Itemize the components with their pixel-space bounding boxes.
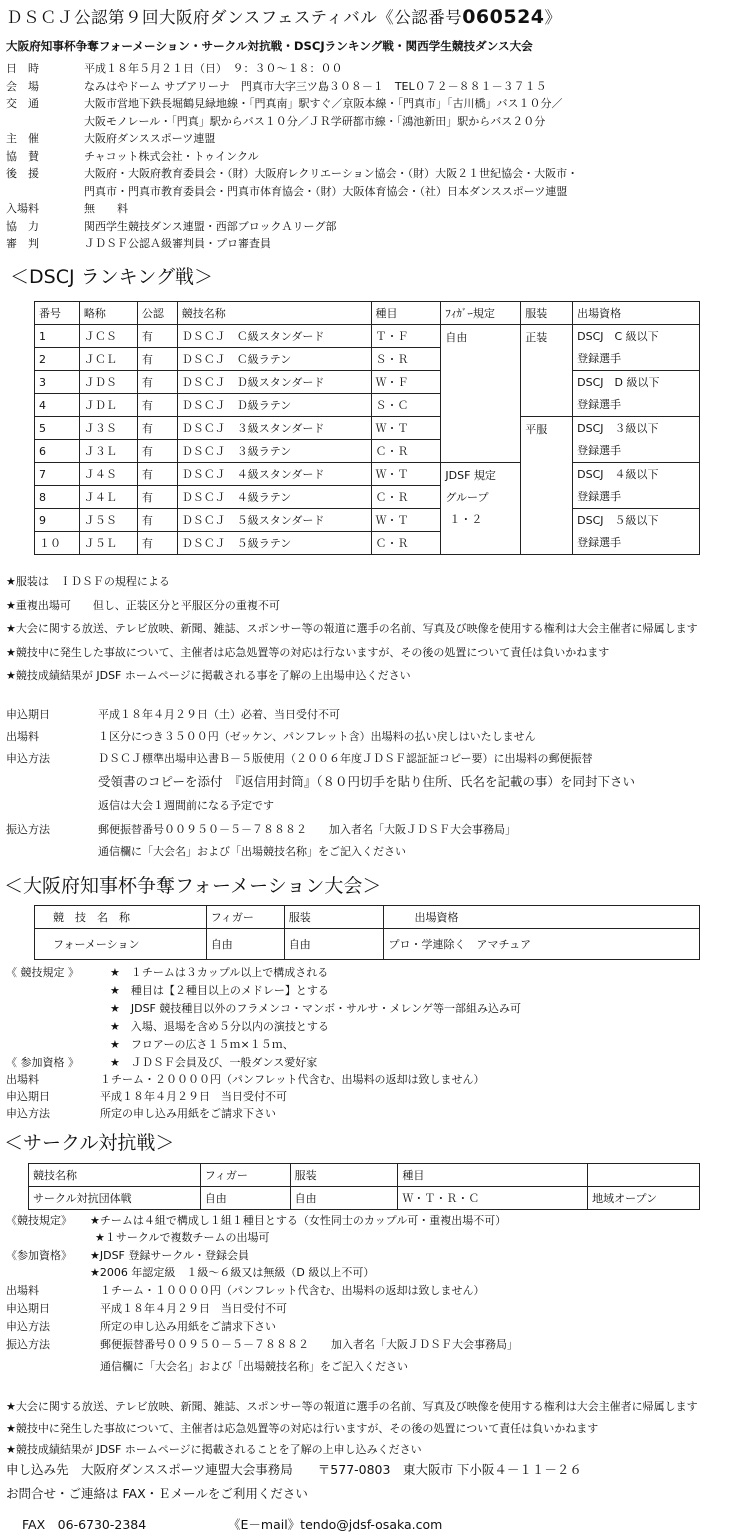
formation-table: [34, 905, 700, 960]
ranking-header-cell: 種目: [371, 302, 441, 325]
ranking-cell-no: 3: [35, 371, 80, 394]
ranking-cell-auth: 有: [137, 394, 177, 417]
qual-line: DSCJ ３級以下: [577, 421, 659, 435]
ranking-header-cell: 公認: [137, 302, 177, 325]
ranking-cell-no: 2: [35, 348, 80, 371]
ranking-cell-auth: 有: [137, 325, 177, 348]
info-label: 協 力: [6, 219, 39, 233]
circle-heading: ＜サークル対抗戦＞: [4, 1132, 175, 1154]
apply-value: 平成１８年４月２９日（土）必着、当日受付不可: [98, 708, 340, 721]
info-value: チャコット株式会社・トゥインクル: [84, 149, 259, 163]
subtitle: 大阪府知事杯争奪フォーメーション・サークル対抗戦・DSCJランキング戦・関西学生競技ダンス大会: [6, 39, 533, 53]
info-value: 大阪市営地下鉄長堀鶴見緑地線・「門真南」駅すぐ／京阪本線・「門真市」「古川橋」バス１０分／: [84, 97, 563, 110]
ranking-cell-no: 1: [35, 325, 80, 348]
ranking-qual: [573, 325, 700, 371]
ranking-cell-no: 8: [35, 486, 80, 509]
ranking-cell-auth: 有: [137, 532, 177, 555]
info-label: 入場料: [6, 202, 39, 215]
info-value: 大阪府ダンススポーツ連盟: [84, 132, 216, 145]
contact-inquiry: お問合せ・ご連絡は FAX・Ｅメールをご利用ください: [6, 1486, 308, 1501]
note-line: ★競技中に発生した事故について、主催者は応急処置等の対応は行いますが、その後の処置について責任は負いかねます: [6, 1421, 599, 1435]
formation-fee: １チーム・２００００円（パンフレット代含む、出場料の返却は致しません）: [100, 1073, 485, 1086]
ranking-cell-no: 7: [35, 463, 80, 486]
formation-cell-qual: プロ・学連除く アマチュア: [384, 929, 700, 960]
info-value: ＪＤＳＦ公認Ａ級審判員・プロ審査員: [84, 237, 271, 250]
ranking-cell-abbr: ＪＣＳ: [79, 325, 137, 348]
circle-method-label: 申込方法: [6, 1320, 50, 1333]
circle-qual: ★2006 年認定級 １級～６級又は無級（D 級以上不可）: [90, 1266, 375, 1279]
note-line: ★服装は ＩＤＳＦの規程による: [6, 575, 170, 588]
apply-label: 出場料: [6, 730, 39, 743]
ranking-cell-name: ＤＳＣＪ ４級ラテン: [177, 486, 371, 509]
ranking-cell-event: Ｔ・Ｆ: [371, 325, 441, 348]
contact-fax: FAX 06-6730-2384: [22, 1517, 147, 1532]
ranking-cell-no: １０: [35, 532, 80, 555]
info-value: なみはやドーム サブアリーナ 門真市大字三ツ島３０８－１ TEL０７２－８８１－３７１５: [84, 79, 547, 93]
circle-cell-region: 地域オープン: [588, 1187, 700, 1210]
ranking-cell-auth: 有: [137, 348, 177, 371]
ranking-cell-no: 9: [35, 509, 80, 532]
ranking-header-cell: 競技名称: [177, 302, 371, 325]
circle-cell-name: サークル対抗団体戦: [29, 1187, 201, 1210]
ranking-cell-auth: 有: [137, 486, 177, 509]
formation-header-name: 競 技 名 称: [35, 906, 207, 929]
info-label: 主 催: [6, 132, 39, 145]
ranking-header-cell: 番号: [35, 302, 80, 325]
circle-header-name: 競技名称: [29, 1164, 201, 1187]
formation-rules-label: 《 競技規定 》: [6, 966, 79, 979]
ranking-table: [34, 301, 700, 555]
circle-transfer-label: 振込方法: [6, 1338, 50, 1351]
ranking-header-cell: ﾌｨｶﾞｰ規定: [441, 302, 521, 325]
formation-fee-label: 出場料: [6, 1073, 39, 1086]
formation-cell-name: フォーメーション: [35, 929, 207, 960]
ranking-cell-name: ＤＳＣＪ Ｃ級スタンダード: [177, 325, 371, 348]
ranking-cell-name: ＤＳＣＪ ３級スタンダード: [177, 417, 371, 440]
ranking-cell-no: 4: [35, 394, 80, 417]
circle-transfer2: 通信欄に「大会名」および「出場競技名称」をご記入ください: [100, 1360, 408, 1373]
ranking-cell-name: ＤＳＣＪ Ｃ級ラテン: [177, 348, 371, 371]
formation-heading: ＜大阪府知事杯争奪フォーメーション大会＞: [4, 875, 382, 897]
qual-line: DSCJ C 級以下: [577, 329, 659, 343]
ranking-cell-auth: 有: [137, 509, 177, 532]
circle-header-figure: フィガー: [200, 1164, 290, 1187]
ranking-header-row: [35, 302, 700, 325]
ranking-row: [35, 463, 700, 486]
note-line: ★重複出場可 但し、正装区分と平服区分の重複不可: [6, 598, 280, 612]
ranking-qual: [573, 463, 700, 509]
circle-qual: ★JDSF 登録サークル・登録会員: [90, 1249, 250, 1262]
contact-dest: 申し込み先 大阪府ダンススポーツ連盟大会事務局 〒577-0803 東大阪市 下小阪４－１１－２６: [6, 1462, 582, 1477]
formation-rule: ★ フロアーの広さ１５ｍ×１５ｍ、: [110, 1038, 294, 1051]
circle-header-row: [29, 1164, 700, 1187]
ranking-row: [35, 417, 700, 440]
qual-line: 登録選手: [577, 351, 622, 365]
info-label: 協 賛: [6, 149, 39, 163]
ranking-header-cell: 服装: [521, 302, 573, 325]
info-value: 大阪府・大阪府教育委員会・（財）大阪府レクリエーション協会・（財）大阪２１世紀協会・大阪市・: [84, 167, 579, 180]
ranking-cell-abbr: ＪＣＬ: [79, 348, 137, 371]
qual-line: 登録選手: [577, 535, 622, 549]
ranking-cell-name: ＤＳＣＪ Ｄ級スタンダード: [177, 371, 371, 394]
info-value: 平成１８年５月２１日（日） ９：３０～１８：００: [84, 62, 343, 75]
note-line: ★大会に関する放送、テレビ放映、新聞、雑誌、スポンサー等の報道に選手の名前、写真及び映像を使用する権利は大会主催者に帰属します: [6, 1400, 698, 1413]
ranking-heading: ＜DSCJ ランキング戦＞: [10, 266, 214, 288]
ranking-qual: [573, 509, 700, 555]
ranking-cell-event: Ｗ・Ｔ: [371, 463, 441, 486]
apply-value: １区分につき３５００円（ゼッケン、パンフレット含）出場料の払い戻しはいたしません: [98, 730, 536, 743]
circle-cell-figure: 自由: [200, 1187, 290, 1210]
note-line: ★競技成績結果が JDSF ホームページに掲載される事を了解の上出場申込ください: [6, 669, 411, 682]
figure-jdsf-line: １・２: [449, 513, 483, 526]
ranking-cell-event: Ｓ・Ｃ: [371, 394, 441, 417]
apply-label: 振込方法: [6, 823, 50, 836]
formation-cell-dress: 自由: [284, 929, 384, 960]
ranking-cell-abbr: Ｊ５Ｌ: [79, 532, 137, 555]
ranking-cell-no: 5: [35, 417, 80, 440]
apply-label: 申込方法: [6, 752, 50, 765]
circle-qual-label: 《参加資格》: [6, 1249, 72, 1262]
ranking-cell-abbr: Ｊ３Ｓ: [79, 417, 137, 440]
ranking-cell-name: ＤＳＣＪ ５級スタンダード: [177, 509, 371, 532]
formation-date-label: 申込期日: [6, 1090, 50, 1103]
ranking-cell-abbr: ＪＤＳ: [79, 371, 137, 394]
circle-method: 所定の申し込み用紙をご請求下さい: [100, 1320, 276, 1333]
ranking-cell-auth: 有: [137, 440, 177, 463]
ranking-header-cell: 出場資格: [573, 302, 700, 325]
figure-jdsf-line: グループ: [445, 491, 489, 504]
note-line: ★大会に関する放送、テレビ放映、新聞、雑誌、スポンサー等の報道に選手の名前、写真及び映像を使用する権利は大会主催者に帰属します: [6, 622, 698, 635]
qual-line: 登録選手: [577, 489, 622, 503]
info-value: 門真市・門真市教育委員会・門真市体育協会・（財）大阪体育協会・（社）日本ダンススポーツ連盟: [84, 184, 568, 198]
ranking-cell-name: ＤＳＣＪ Ｄ級ラテン: [177, 394, 371, 417]
circle-rules-label: 《競技規定》: [6, 1214, 72, 1227]
ranking-row: [35, 325, 700, 348]
formation-header-row: [35, 906, 700, 929]
title-number: 060524: [462, 6, 545, 28]
formation-cell-figure: 自由: [206, 929, 284, 960]
ranking-qual: [573, 417, 700, 463]
note-line: ★競技成績結果が JDSF ホームページに掲載されることを了解の上申し込みください: [6, 1443, 422, 1456]
ranking-cell-name: ＤＳＣＪ ５級ラテン: [177, 532, 371, 555]
formation-rule: ★ 種目は【２種目以上のメドレー】とする: [110, 984, 329, 997]
circle-transfer: 郵便振替番号００９５０－５－７８８８２ 加入者名「大阪ＪＤＳＦ大会事務局」: [100, 1338, 518, 1351]
formation-header-figure: フィガー: [206, 906, 284, 929]
page-title: ＤＳＣＪ公認第９回大阪府ダンスフェスティバル《公認番号060524》: [6, 6, 562, 28]
ranking-header-cell: 略称: [79, 302, 137, 325]
ranking-cell-event: Ｓ・Ｒ: [371, 348, 441, 371]
ranking-figure-jdsf: [441, 463, 521, 555]
apply-value: 通信欄に「大会名」および「出場競技名称」をご記入ください: [98, 845, 406, 858]
ranking-qual: [573, 371, 700, 417]
apply-label: 申込期日: [6, 708, 50, 721]
formation-rule: ★ １チームは３カップル以上で構成される: [110, 966, 329, 979]
formation-date: 平成１８年４月２９日 当日受付不可: [100, 1090, 287, 1103]
ranking-cell-no: 6: [35, 440, 80, 463]
ranking-cell-name: ＤＳＣＪ ４級スタンダード: [177, 463, 371, 486]
circle-fee: １チーム・１００００円（パンフレット代含む、出場料の返却は致しません）: [100, 1284, 485, 1297]
circle-rule: ★チームは４組で構成し１組１種目とする（女性同士のカップル可・重複出場不可）: [90, 1214, 507, 1227]
formation-row: [35, 929, 700, 960]
info-value: 無 料: [84, 202, 128, 215]
formation-rule: ★ 入場、退場を含め５分以内の演技とする: [110, 1020, 329, 1033]
formation-method-label: 申込方法: [6, 1107, 50, 1120]
figure-jdsf-line: JDSF 規定: [445, 469, 496, 482]
ranking-row: [35, 371, 700, 394]
formation-rule: ★ JDSF 競技種目以外のフラメンコ・マンボ・サルサ・メレンゲ等一部組み込み可: [110, 1002, 522, 1015]
circle-date: 平成１８年４月２９日 当日受付不可: [100, 1302, 287, 1315]
formation-qual-label: 《 参加資格 》: [6, 1056, 79, 1069]
apply-value: ＤＳＣＪ標準出場申込書Ｂ－５版使用（２００６年度ＪＤＳＦ認証証コピー要）に出場料の郵便振替: [98, 752, 593, 765]
ranking-cell-event: Ｗ・Ｔ: [371, 417, 441, 440]
qual-line: 登録選手: [577, 443, 622, 457]
info-value: 関西学生競技ダンス連盟・西部ブロックＡリーグ部: [84, 219, 337, 233]
ranking-dress-formal: 正装: [521, 325, 573, 417]
ranking-figure-free: 自由: [441, 325, 521, 463]
circle-table: [28, 1163, 700, 1210]
circle-header-event: 種目: [398, 1164, 588, 1187]
formation-header-qual: 出場資格: [384, 906, 700, 929]
info-value: 大阪モノレール・「門真」駅からバス１０分／ＪＲ学研都市線・「鴻池新田」駅からバス２０分: [84, 114, 546, 128]
circle-header-dress: 服装: [290, 1164, 398, 1187]
ranking-cell-abbr: Ｊ５Ｓ: [79, 509, 137, 532]
ranking-cell-abbr: ＪＤＬ: [79, 394, 137, 417]
ranking-cell-event: Ｃ・Ｒ: [371, 532, 441, 555]
circle-fee-label: 出場料: [6, 1284, 39, 1297]
circle-row: [29, 1187, 700, 1210]
qual-line: DSCJ ４級以下: [577, 467, 659, 481]
apply-value: 返信は大会１週間前になる予定です: [98, 799, 274, 812]
contact-email[interactable]: 《E－mail》tendo@jdsf-osaka.com: [228, 1517, 443, 1532]
ranking-row: [35, 509, 700, 532]
formation-header-dress: 服装: [284, 906, 384, 929]
circle-cell-dress: 自由: [290, 1187, 398, 1210]
note-line: ★競技中に発生した事故について、主催者は応急処置等の対応は行ないますが、その後の処置について責任は負いかねます: [6, 645, 610, 659]
ranking-cell-abbr: Ｊ４Ｓ: [79, 463, 137, 486]
info-label: 交 通: [6, 97, 39, 110]
ranking-cell-auth: 有: [137, 371, 177, 394]
qual-line: DSCJ ５級以下: [577, 513, 659, 527]
ranking-cell-event: Ｗ・Ｔ: [371, 509, 441, 532]
apply-value: 郵便振替番号００９５０－５－７８８８２ 加入者名「大阪ＪＤＳＦ大会事務局」: [98, 823, 516, 836]
formation-qual: ★ ＪＤＳＦ会員及び、一般ダンス愛好家: [110, 1056, 318, 1069]
ranking-dress-plain: 平服: [521, 417, 573, 555]
circle-rule: ★１サークルで複数チームの出場可: [95, 1231, 270, 1244]
ranking-cell-abbr: Ｊ４Ｌ: [79, 486, 137, 509]
ranking-cell-event: Ｃ・Ｒ: [371, 440, 441, 463]
ranking-cell-auth: 有: [137, 463, 177, 486]
circle-header-blank: [588, 1164, 700, 1187]
ranking-cell-abbr: Ｊ３Ｌ: [79, 440, 137, 463]
formation-method: 所定の申し込み用紙をご請求下さい: [100, 1107, 276, 1120]
qual-line: DSCJ D 級以下: [577, 375, 660, 389]
qual-line: 登録選手: [577, 397, 622, 411]
circle-cell-event: Ｗ・Ｔ・Ｒ・Ｃ: [398, 1187, 588, 1210]
info-label: 審 判: [6, 237, 39, 250]
apply-value: 受領書のコピーを添付 『返信用封筒』（８０円切手を貼り住所、氏名を記載の事）を同封下さい: [98, 774, 636, 789]
info-label: 会 場: [6, 79, 39, 93]
info-label: 日 時: [6, 62, 39, 75]
circle-date-label: 申込期日: [6, 1302, 50, 1315]
ranking-cell-auth: 有: [137, 417, 177, 440]
ranking-cell-event: Ｗ・Ｆ: [371, 371, 441, 394]
ranking-cell-name: ＤＳＣＪ ３級ラテン: [177, 440, 371, 463]
info-label: 後 援: [6, 167, 39, 180]
ranking-cell-event: Ｃ・Ｒ: [371, 486, 441, 509]
